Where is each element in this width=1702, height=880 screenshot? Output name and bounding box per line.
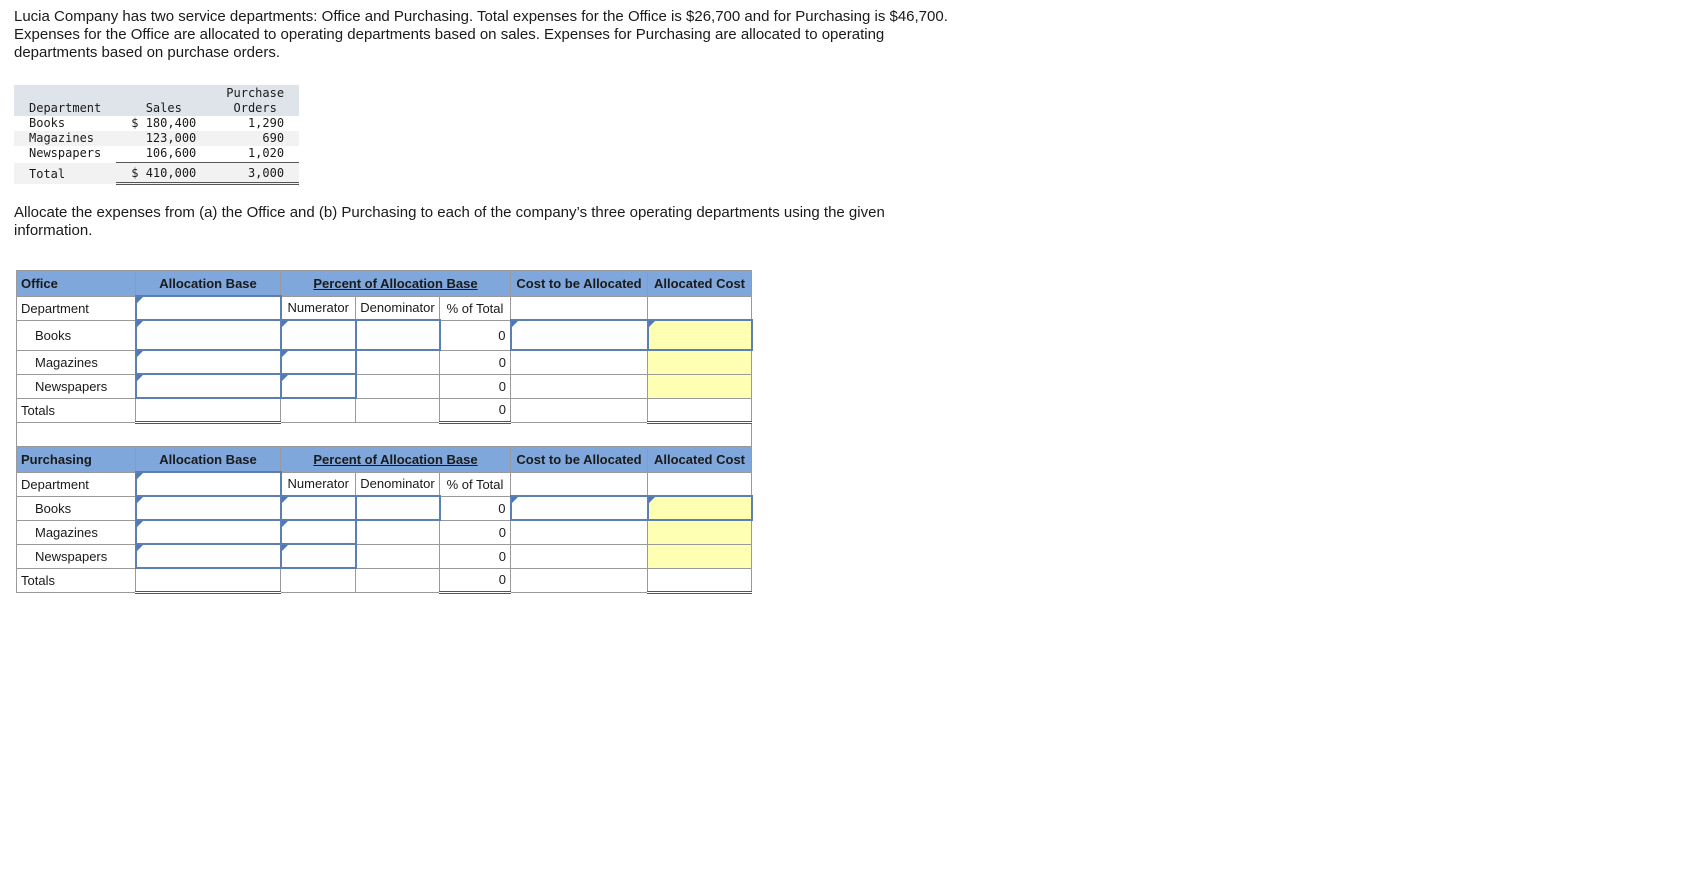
- office-books-base-input[interactable]: [136, 320, 281, 350]
- office-books-numerator-input[interactable]: [281, 320, 356, 350]
- table-total-row: [14, 163, 299, 184]
- purchasing-col-percent-label: Percent of Allocation Base: [313, 451, 478, 467]
- purchasing-empty-cell: [511, 568, 648, 593]
- problem-intro: Lucia Company has two service departments: Office and Purchasing. Total expenses for the Office is $26,700 and for Purchasing is $46,700. Expenses for the Office are allocated to operating departments based on sales. Expenses for Purchasing are allocated to operating departments based on purchase orders.: [14, 8, 948, 61]
- office-empty-cell: [511, 296, 648, 320]
- office-newspapers-allocated-input[interactable]: [648, 374, 752, 398]
- purchasing-pct-total-label: % of Total: [440, 472, 511, 496]
- office-col-percent: [281, 271, 511, 297]
- purchasing-col-cost: Cost to be Allocated: [511, 447, 648, 473]
- row-orders: 690: [211, 131, 299, 146]
- office-totals-base: [136, 398, 281, 423]
- office-header-row: [17, 271, 752, 297]
- purchasing-books-denominator-input[interactable]: [356, 496, 440, 520]
- col-header-department: Department: [14, 85, 116, 116]
- purchasing-totals-row: [17, 568, 752, 593]
- purchasing-magazines-base-input[interactable]: [136, 520, 281, 544]
- office-col-percent-label: Percent of Allocation Base: [313, 275, 478, 291]
- spacer-cell: [17, 423, 752, 447]
- office-pct-total-label: % of Total: [440, 296, 511, 320]
- purchasing-subheader-row: [17, 472, 752, 496]
- purchasing-newspapers-pct: 0: [440, 544, 511, 568]
- purchasing-col-allocated: Allocated Cost: [648, 447, 752, 473]
- col-header-po-line2: Orders: [233, 101, 277, 115]
- purchasing-empty-cell: [356, 568, 440, 593]
- purchasing-magazines-label: Magazines: [17, 520, 136, 544]
- office-col-cost: Cost to be Allocated: [511, 271, 648, 297]
- office-totals-row: [17, 398, 752, 423]
- office-cost-to-allocate-input[interactable]: [511, 320, 648, 350]
- office-empty-cell: [356, 374, 440, 398]
- purchasing-books-label: Books: [17, 496, 136, 520]
- purchasing-numerator-label: Numerator: [281, 472, 356, 496]
- purchasing-books-pct: 0: [440, 496, 511, 520]
- office-totals-pct: 0: [440, 398, 511, 423]
- office-books-pct: 0: [440, 320, 511, 350]
- purchasing-newspapers-numerator-input[interactable]: [281, 544, 356, 568]
- col-header-purchase-orders: [211, 85, 299, 116]
- purchasing-totals-pct: 0: [440, 568, 511, 593]
- office-newspapers-base-input[interactable]: [136, 374, 281, 398]
- purchasing-newspapers-allocated-input[interactable]: [648, 544, 752, 568]
- total-orders: 3,000: [211, 163, 299, 184]
- purchasing-books-base-input[interactable]: [136, 496, 281, 520]
- office-subheader-row: [17, 296, 752, 320]
- office-books-label: Books: [17, 320, 136, 350]
- office-row-newspapers: [17, 374, 752, 398]
- office-row-books: [17, 320, 752, 350]
- table-row: [14, 131, 299, 146]
- col-header-sales: Sales: [116, 85, 211, 116]
- row-orders: 1,290: [247, 116, 285, 130]
- row-sales: 106,600: [116, 146, 211, 163]
- purchasing-magazines-numerator-input[interactable]: [281, 520, 356, 544]
- purchasing-col-allocation-base: Allocation Base: [136, 447, 281, 473]
- office-books-denominator-input[interactable]: [356, 320, 440, 350]
- purchasing-row-books: [17, 496, 752, 520]
- row-sales: $ 180,400: [131, 116, 197, 130]
- purchasing-empty-cell: [511, 472, 648, 496]
- purchasing-col-percent: [281, 447, 511, 473]
- purchasing-books-allocated-input[interactable]: [648, 496, 752, 520]
- row-department: Books: [29, 116, 66, 130]
- office-empty-cell: [281, 398, 356, 423]
- office-books-allocated-input[interactable]: [648, 320, 752, 350]
- purchasing-empty-cell: [648, 472, 752, 496]
- purchasing-books-numerator-input[interactable]: [281, 496, 356, 520]
- purchasing-allocation-base-input[interactable]: [136, 472, 281, 496]
- purchasing-header-row: [17, 447, 752, 473]
- office-newspapers-label: Newspapers: [17, 374, 136, 398]
- office-allocation-base-input[interactable]: [136, 296, 281, 320]
- purchasing-empty-cell: [356, 520, 440, 544]
- task-instructions: Allocate the expenses from (a) the Office and (b) Purchasing to each of the company’s three operating departments using the given information.: [14, 204, 885, 239]
- purchasing-newspapers-base-input[interactable]: [136, 544, 281, 568]
- office-empty-cell: [511, 350, 648, 374]
- total-label: Total: [14, 163, 116, 184]
- section-spacer: [17, 423, 752, 447]
- purchasing-department-label: Department: [17, 472, 136, 496]
- purchasing-cost-to-allocate-input[interactable]: [511, 496, 648, 520]
- purchasing-totals-base: [136, 568, 281, 593]
- office-empty-cell: [648, 296, 752, 320]
- office-magazines-pct: 0: [440, 350, 511, 374]
- purchasing-empty-cell: [281, 568, 356, 593]
- office-newspapers-pct: 0: [440, 374, 511, 398]
- purchasing-denominator-label: Denominator: [356, 472, 440, 496]
- row-orders: 1,020: [211, 146, 299, 163]
- purchasing-empty-cell: [511, 544, 648, 568]
- purchasing-title: Purchasing: [17, 447, 136, 473]
- office-newspapers-numerator-input[interactable]: [281, 374, 356, 398]
- office-title: Office: [17, 271, 136, 297]
- col-header-po-line1: Purchase: [226, 86, 285, 100]
- office-magazines-label: Magazines: [17, 350, 136, 374]
- purchasing-row-magazines: [17, 520, 752, 544]
- allocation-worksheet: [16, 270, 753, 594]
- office-empty-cell: [356, 398, 440, 423]
- table-row: [14, 116, 299, 131]
- purchasing-empty-cell: [511, 520, 648, 544]
- row-sales: 123,000: [116, 131, 211, 146]
- office-row-magazines: [17, 350, 752, 374]
- office-empty-cell: [356, 350, 440, 374]
- total-sales: $ 410,000: [116, 163, 211, 184]
- office-totals-allocated: [648, 398, 752, 423]
- department-data-table: [14, 85, 299, 185]
- purchasing-magazines-pct: 0: [440, 520, 511, 544]
- office-magazines-allocated-input[interactable]: [648, 350, 752, 374]
- office-department-label: Department: [17, 296, 136, 320]
- purchasing-empty-cell: [356, 544, 440, 568]
- row-department: Magazines: [14, 131, 116, 146]
- row-department: Newspapers: [29, 146, 102, 161]
- office-magazines-numerator-input[interactable]: [281, 350, 356, 374]
- office-col-allocation-base: Allocation Base: [136, 271, 281, 297]
- office-col-allocated: Allocated Cost: [648, 271, 752, 297]
- office-magazines-base-input[interactable]: [136, 350, 281, 374]
- purchasing-magazines-allocated-input[interactable]: [648, 520, 752, 544]
- purchasing-row-newspapers: [17, 544, 752, 568]
- purchasing-totals-label: Totals: [17, 568, 136, 593]
- office-numerator-label: Numerator: [281, 296, 356, 320]
- table-row: [14, 146, 299, 163]
- office-empty-cell: [511, 398, 648, 423]
- office-denominator-label: Denominator: [356, 296, 440, 320]
- purchasing-totals-allocated: [648, 568, 752, 593]
- office-totals-label: Totals: [17, 398, 136, 423]
- office-empty-cell: [511, 374, 648, 398]
- purchasing-newspapers-label: Newspapers: [17, 544, 136, 568]
